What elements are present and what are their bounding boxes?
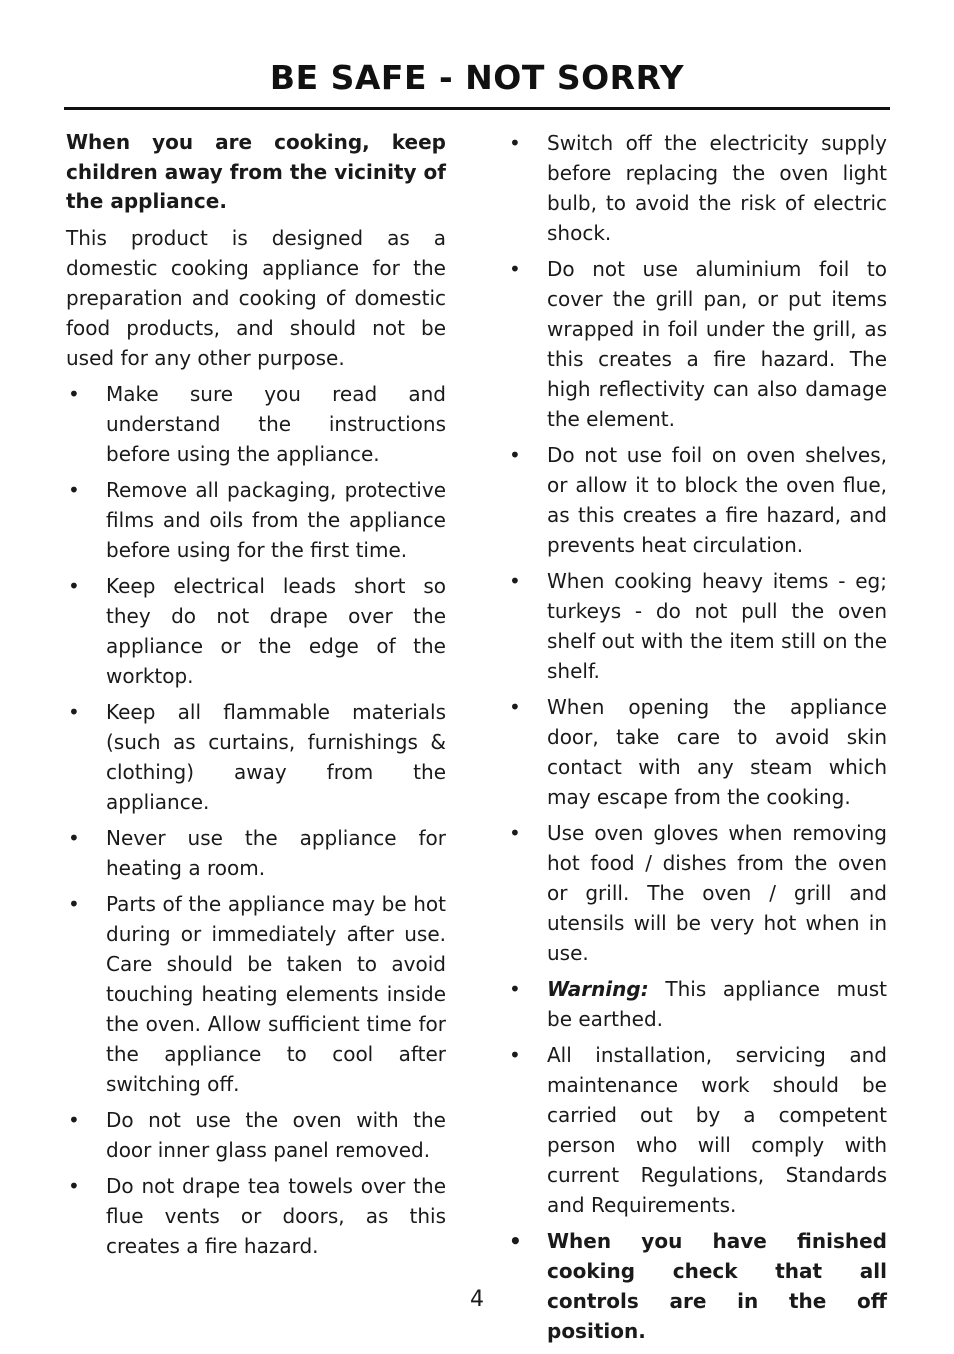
warning-label: Warning: [547,977,649,1001]
list-item-text: Parts of the appliance may be hot during or immediately after use. Care should be taken to avoid touching heating elements inside the oven. Allow sufficient time for the appliance to cool after switching off. [106,891,446,1096]
page-number: 4 [470,1287,484,1312]
bullet-icon: • [68,825,80,850]
left-bullet-list [66,379,446,1261]
controls-off-reminder [507,1226,887,1346]
list-item [66,823,446,883]
list-item-text: Keep electrical leads short so they do not drape over the appliance or the edge of the worktop. [106,573,446,688]
list-item [66,697,446,817]
warning-text: This appliance must be earthed. [547,977,888,1031]
right-column [507,128,887,1352]
list-item [507,818,887,968]
earthing-warning-item [507,974,887,1034]
list-item-text: Keep all flammable materials (such as curtains, furnishings & clothing) away from the appliance. [106,699,446,814]
list-item-text: Do not use foil on oven shelves, or allow it to block the oven flue, as this creates a fire hazard, and prevents heat circulation. [547,443,887,557]
list-item [66,379,446,469]
bullet-icon: • [68,573,80,598]
list-item-text: When you have finished cooking check that all controls are in the off position. [547,1229,887,1343]
intro-paragraph: This product is designed as a domestic cooking appliance for the preparation and cooking of domestic food products, and should not be used for any other purpose. [66,225,446,370]
bullet-icon: • [509,131,521,155]
list-item [66,889,446,1099]
list-item-text: When cooking heavy items - eg; turkeys - do not pull the oven shelf out with the item still on the shelf. [547,569,887,683]
list-item [507,566,887,686]
bullet-icon: • [68,381,80,406]
list-item-text: Switch off the electricity supply before replacing the oven light bulb, to avoid the risk of electric shock. [547,131,887,245]
bullet-icon: • [509,821,521,845]
bullet-icon: • [68,1173,80,1198]
bullet-icon: • [509,1043,521,1067]
bullet-icon: • [509,1229,522,1253]
list-item [507,440,887,560]
bullet-icon: • [509,977,521,1001]
bullet-icon: • [509,443,521,467]
bullet-icon: • [509,695,521,719]
left-column [66,128,446,1267]
list-item-text: Do not drape tea towels over the flue vents or doors, as this creates a fire hazard. [106,1173,446,1258]
list-item-text: Do not use the oven with the door inner glass panel removed. [106,1107,446,1162]
bullet-icon: • [509,257,521,281]
list-item-text: Make sure you read and understand the instructions before using the appliance. [106,381,446,466]
list-item-text: All installation, servicing and maintenance work should be carried out by a competent person who will comply with current Regulations, Standards and Requirements. [547,1043,887,1217]
page-title: BE SAFE - NOT SORRY [269,58,685,97]
list-item [507,254,887,434]
list-item [507,692,887,812]
list-item [507,1040,887,1220]
children-warning-heading: When you are cooking, keep children away from the vicinity of the appliance. [66,130,446,213]
list-item [66,1105,446,1165]
bullet-icon: • [68,477,80,502]
title-divider [64,107,890,110]
list-item [66,475,446,565]
bullet-icon: • [68,1107,80,1132]
list-item [66,571,446,691]
list-item-text: Never use the appliance for heating a room. [106,825,446,880]
list-item-text: Remove all packaging, protective films and oils from the appliance before using for the first time. [106,477,446,562]
bullet-icon: • [509,569,521,593]
list-item [507,128,887,248]
list-item-text: Use oven gloves when removing hot food / dishes from the oven or grill. The oven / grill and utensils will be very hot when in use. [547,821,887,965]
list-item [66,1171,446,1261]
list-item-text: Do not use aluminium foil to cover the grill pan, or put items wrapped in foil under the grill, as this creates a fire hazard. The high reflectivity can also damage the element. [547,257,887,431]
bullet-icon: • [68,891,80,916]
right-bullet-list [507,128,887,1346]
list-item-text: When opening the appliance door, take care to avoid skin contact with any steam which may escape from the cooking. [547,695,887,809]
bullet-icon: • [68,699,80,724]
